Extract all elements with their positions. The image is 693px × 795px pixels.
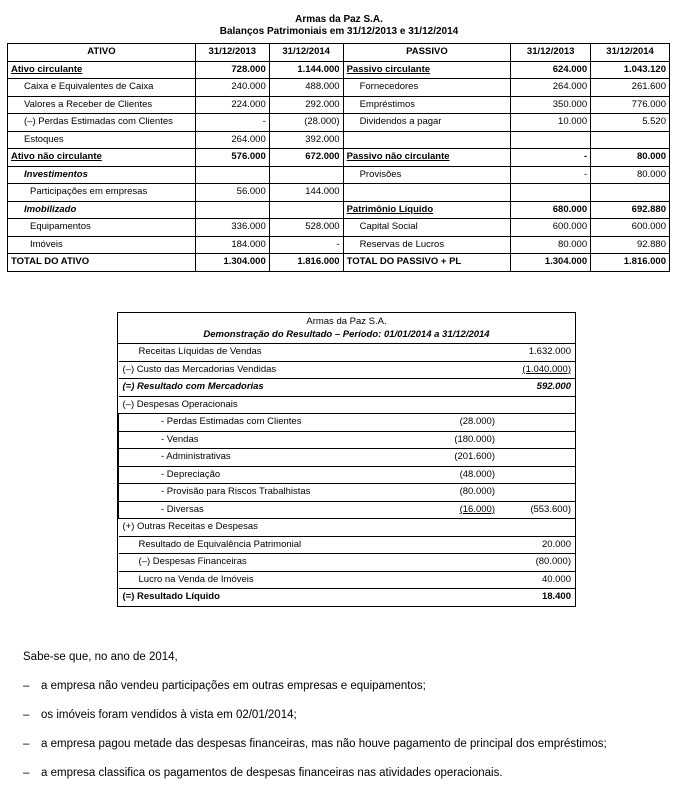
ativo-2014 [269,201,343,219]
dre-value-total [499,466,575,484]
dre-label: - Perdas Estimadas com Clientes [119,414,420,432]
note-text: a empresa não vendeu participações em outras empresas e equipamentos; [41,680,426,692]
dash-bullet: – [23,709,30,721]
passivo-label: Reservas de Lucros [343,236,511,254]
passivo-2013: 80.000 [511,236,591,254]
table-row [119,379,576,397]
balance-subtitle: Balanços Patrimoniais em 31/12/2013 e 31/12/2014 [219,26,459,37]
table-row [8,131,670,149]
table-row [8,114,670,132]
ativo-2013: 56.000 [195,184,269,202]
header-2014: 31/12/2014 [591,44,670,62]
ativo-label: Imóveis [8,236,196,254]
table-header-row [8,44,670,62]
header-2013: 31/12/2013 [511,44,591,62]
table-row [119,344,576,361]
income-statement-table [118,344,575,606]
dre-value-partial [419,536,499,554]
list-item [23,679,607,693]
dre-value-partial [419,554,499,572]
passivo-2013 [511,131,591,149]
dre-label: - Depreciação [119,466,420,484]
table-row [8,149,670,167]
passivo-label: TOTAL DO PASSIVO + PL [343,254,511,272]
ativo-label: Investimentos [8,166,196,184]
passivo-2014: 80.000 [591,149,670,167]
header-2014: 31/12/2014 [269,44,343,62]
dre-value-total: 1.632.000 [499,344,575,361]
dre-value-partial: (28.000) [419,414,499,432]
dre-value-partial [419,344,499,361]
passivo-label: Passivo não circulante [343,149,511,167]
ativo-2013 [195,166,269,184]
table-row [8,96,670,114]
passivo-2013: 264.000 [511,79,591,97]
dash-bullet: – [23,767,30,779]
notes-section [23,650,607,795]
balance-sheet-table [7,43,670,272]
dre-value-total: (553.600) [499,501,575,519]
ativo-2013: 264.000 [195,131,269,149]
dre-value-partial: (16.000) [419,501,499,519]
table-row [119,431,576,449]
dre-company: Armas da Paz S.A. [306,316,387,327]
table-row [119,519,576,537]
table-row [8,184,670,202]
ativo-2013 [195,201,269,219]
passivo-2014: 1.816.000 [591,254,670,272]
ativo-2013: 224.000 [195,96,269,114]
dre-value-partial [419,589,499,606]
passivo-2013: 10.000 [511,114,591,132]
passivo-label: Patrimônio Líquido [343,201,511,219]
dre-value-partial: (201.600) [419,449,499,467]
balance-company: Armas da Paz S.A. [295,14,383,25]
dre-label: - Administrativas [119,449,420,467]
ativo-2014: - [269,236,343,254]
dre-label: - Provisão para Riscos Trabalhistas [119,484,420,502]
dre-value-partial [419,361,499,379]
notes-intro: Sabe-se que, no ano de 2014, [23,651,178,663]
passivo-2014: 80.000 [591,166,670,184]
passivo-label: Capital Social [343,219,511,237]
dash-bullet: – [23,680,30,692]
passivo-label [343,131,511,149]
dre-value-total: 592.000 [499,379,575,397]
dre-label: (–) Despesas Financeiras [119,554,420,572]
dre-label: Resultado de Equivalência Patrimonial [119,536,420,554]
header-2013: 31/12/2013 [195,44,269,62]
passivo-2013: - [511,166,591,184]
ativo-2014: 528.000 [269,219,343,237]
dre-value-total: 40.000 [499,571,575,589]
dre-value-total: (80.000) [499,554,575,572]
ativo-label: TOTAL DO ATIVO [8,254,196,272]
ativo-2013: 240.000 [195,79,269,97]
dre-value-total [499,414,575,432]
table-row [8,201,670,219]
ativo-2014: 488.000 [269,79,343,97]
passivo-2013: 1.304.000 [511,254,591,272]
dre-value-total: 20.000 [499,536,575,554]
list-item [23,708,607,722]
dre-value-partial: (180.000) [419,431,499,449]
table-row [119,589,576,606]
ativo-label: Ativo circulante [8,61,196,79]
note-text: a empresa pagou metade das despesas financeiras, mas não houve pagamento de principal dos empréstimos; [41,738,607,750]
list-item [23,766,607,780]
dash-bullet: – [23,738,30,750]
dre-label: (=) Resultado com Mercadorias [119,379,420,397]
table-row [8,61,670,79]
ativo-label: Imobilizado [8,201,196,219]
passivo-2014: 92.880 [591,236,670,254]
ativo-2013: 336.000 [195,219,269,237]
ativo-2014: 144.000 [269,184,343,202]
dre-label: (=) Resultado Líquido [122,591,220,603]
ativo-2014: 1.144.000 [269,61,343,79]
table-row [119,466,576,484]
ativo-label: Participações em empresas [8,184,196,202]
dre-value-partial: (80.000) [419,484,499,502]
ativo-2013: 1.304.000 [195,254,269,272]
dre-label: - Diversas [119,501,420,519]
table-row [8,236,670,254]
passivo-2013: 600.000 [511,219,591,237]
dre-label: - Vendas [119,431,420,449]
passivo-2014: 1.043.120 [591,61,670,79]
table-row [119,449,576,467]
dre-value-total [499,431,575,449]
dre-label: (–) Custo das Mercadorias Vendidas [119,361,420,379]
ativo-2013: 184.000 [195,236,269,254]
income-statement [117,312,576,607]
passivo-2014: 692.880 [591,201,670,219]
dre-value-partial [419,396,499,414]
ativo-2014: 292.000 [269,96,343,114]
ativo-2014: (28.000) [269,114,343,132]
passivo-2014 [591,131,670,149]
ativo-label: (–) Perdas Estimadas com Clientes [8,114,196,132]
ativo-2013: 576.000 [195,149,269,167]
dre-subtitle: Demonstração do Resultado – Período: 01/01/2014 a 31/12/2014 [203,329,490,340]
dre-value-total [499,519,575,537]
ativo-2014: 672.000 [269,149,343,167]
passivo-2014: 5.520 [591,114,670,132]
dre-value-total [499,396,575,414]
passivo-2013 [511,184,591,202]
table-row [8,219,670,237]
passivo-label: Fornecedores [343,79,511,97]
ativo-2014: 1.816.000 [269,254,343,272]
list-item [23,737,607,751]
ativo-2014 [269,166,343,184]
passivo-label: Empréstimos [343,96,511,114]
passivo-2013: 624.000 [511,61,591,79]
balance-title [0,14,678,38]
table-row [119,414,576,432]
passivo-2014: 600.000 [591,219,670,237]
header-ativo: ATIVO [8,44,196,62]
passivo-2014: 261.600 [591,79,670,97]
dre-label: (+) Outras Receitas e Despesas [119,519,420,537]
table-row [8,79,670,97]
table-row [119,501,576,519]
passivo-2014 [591,184,670,202]
ativo-2013: - [195,114,269,132]
table-row [119,396,576,414]
dre-label: Lucro na Venda de Imóveis [119,571,420,589]
table-row-total [8,254,670,272]
passivo-label [343,184,511,202]
dre-value-total: 18.400 [541,591,571,603]
dre-value-partial [419,519,499,537]
note-text: os imóveis foram vendidos à vista em 02/01/2014; [41,709,297,721]
ativo-label: Caixa e Equivalentes de Caixa [8,79,196,97]
table-row [119,571,576,589]
dre-value-partial [419,571,499,589]
dre-value-total [499,484,575,502]
passivo-label: Dividendos a pagar [343,114,511,132]
dre-value-total [499,449,575,467]
income-statement-header [118,313,575,344]
table-row [119,484,576,502]
ativo-label: Valores a Receber de Clientes [8,96,196,114]
passivo-label: Passivo circulante [343,61,511,79]
ativo-2014: 392.000 [269,131,343,149]
dre-value-partial [419,379,499,397]
passivo-label: Provisões [343,166,511,184]
ativo-label: Equipamentos [8,219,196,237]
passivo-2013: - [511,149,591,167]
dre-label: Receitas Líquidas de Vendas [119,344,420,361]
passivo-2013: 350.000 [511,96,591,114]
ativo-label: Ativo não circulante [8,149,196,167]
dre-value-total: (1.040.000) [499,361,575,379]
ativo-2013: 728.000 [195,61,269,79]
header-passivo: PASSIVO [343,44,511,62]
dre-value-partial: (48.000) [419,466,499,484]
table-row [119,536,576,554]
ativo-label: Estoques [8,131,196,149]
table-row [119,554,576,572]
table-row [8,166,670,184]
dre-label: (–) Despesas Operacionais [119,396,420,414]
table-row [119,361,576,379]
passivo-2014: 776.000 [591,96,670,114]
note-text: a empresa classifica os pagamentos de despesas financeiras nas atividades operacionais. [41,767,503,779]
passivo-2013: 680.000 [511,201,591,219]
